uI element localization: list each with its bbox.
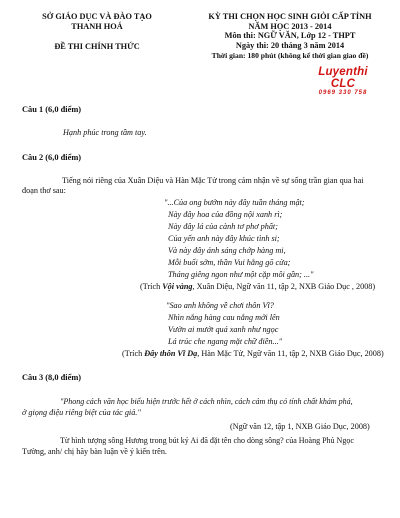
poem-1-line: Này đây lá của cành tơ phơ phất; (168, 222, 278, 231)
poem-1-citation: (Trích Vội vàng, Xuân Diệu, Ngữ văn 11, tập 2, NXB Giáo Dục , 2008) (140, 282, 376, 291)
watermark-name: Luyenthi CLC (318, 66, 368, 90)
question-1-heading: Câu 1 (6,0 điểm) (22, 105, 82, 114)
question-3-task-line2: Tường, anh/ chị hãy bàn luận về ý kiến trên. (22, 447, 167, 456)
luyenthi-watermark (305, 66, 381, 97)
poem-1-line: "...Của ong bướm này đây tuần tháng mật; (164, 198, 305, 207)
province-name: THANH HOÁ (71, 22, 123, 31)
official-exam-label: ĐỀ THI CHÍNH THỨC (54, 42, 140, 51)
exam-title: KỲ THI CHỌN HỌC SINH GIỎI CẤP TỈNH (208, 12, 372, 21)
poem-2-title: Đây thôn Vĩ Dạ (144, 349, 198, 358)
department-name: SỞ GIÁO DỤC VÀ ĐÀO TẠO (42, 12, 152, 21)
poem-1-line: Và này đây ánh sáng chớp hàng mi, (168, 246, 286, 255)
header-left (22, 12, 172, 52)
question-3-quote-line2: ở giọng điệu riêng biệt của tác giả." (22, 408, 141, 417)
question-3-heading: Câu 3 (8,0 điểm) (22, 373, 82, 382)
poem-1-line: Mỗi buổi sớm, thần Vui hằng gõ cửa; (168, 258, 291, 267)
watermark-phone: 0969 330 758 (318, 90, 368, 96)
question-2-intro-line1: Tiếng nói riêng của Xuân Diệu và Hàn Mặc Tử trong cảm nhận về sự sống trần gian qua hai (62, 176, 364, 185)
question-1-prompt: Hạnh phúc trong tầm tay. (63, 128, 147, 137)
school-year: NĂM HỌC 2013 - 2014 (248, 21, 332, 31)
question-2-intro-line2: đoạn thơ sau: (22, 186, 66, 195)
poem-1-line: Tháng giêng ngon như một cặp môi gần; ..." (168, 270, 314, 279)
poem-2-line: Lá trúc che ngang mặt chữ điền..." (168, 337, 283, 346)
question-3-task-line1: Từ hình tượng sông Hương trong bút ký Ai đã đặt tên cho dòng sông? của Hoàng Phủ Ngọc (60, 436, 354, 445)
poem-2-line: Vườn ai mướt quá xanh như ngọc (168, 325, 279, 334)
poem-2-citation: (Trích Đây thôn Vĩ Dạ, Hàn Mặc Tử, Ngữ văn 11, tập 2, NXB Giáo Dục, 2008) (122, 349, 384, 358)
exam-date: Ngày thi: 20 tháng 3 năm 2014 (235, 41, 345, 51)
poem-1-line: Của yến anh này đây khúc tình si; (168, 234, 280, 243)
poem-1-title: Vội vàng (162, 282, 193, 291)
subject-line: Môn thi: NGỮ VĂN, Lớp 12 - THPT (224, 31, 356, 41)
poem-1-line: Này đây hoa của đồng nội xanh rì; (168, 210, 283, 219)
exam-duration: Thời gian: 180 phút (không kể thời gian giao đề) (211, 50, 369, 60)
poem-2-line: "Sao anh không về chơi thôn Vĩ? (166, 301, 274, 310)
question-3-quote-line1: "Phong cách văn học biểu hiện trước hết ở cách nhìn, cách cảm thụ có tính chất khám phá, (60, 397, 353, 406)
question-2-heading: Câu 2 (6,0 điểm) (22, 153, 82, 162)
poem-2-line: Nhìn nắng hàng cau nắng mới lên (168, 313, 280, 322)
header-right (192, 12, 388, 61)
question-3-citation: (Ngữ văn 12, tập 1, NXB Giáo Dục, 2008) (230, 422, 370, 431)
